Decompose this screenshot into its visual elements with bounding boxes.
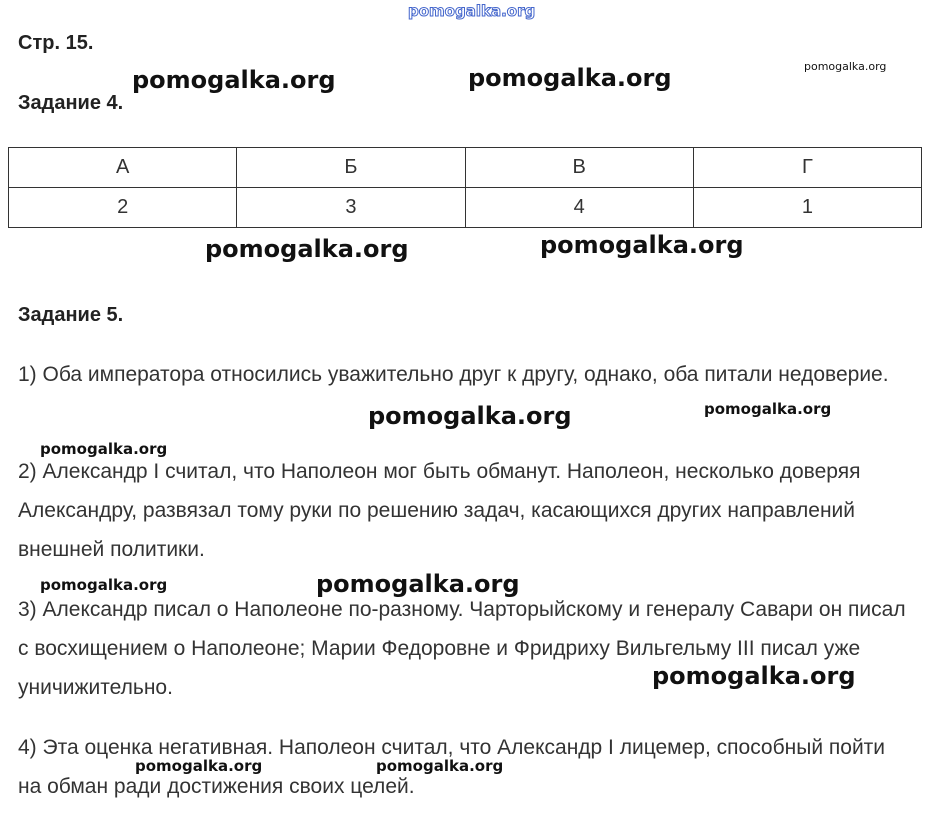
table-cell-number: 1 bbox=[693, 188, 921, 228]
watermark-text: pomogalka.org bbox=[316, 570, 520, 598]
watermark-text: pomogalka.org bbox=[368, 402, 572, 430]
watermark-text: pomogalka.org bbox=[704, 400, 832, 418]
answer-table bbox=[8, 147, 922, 228]
table-row-letters bbox=[9, 148, 922, 188]
watermark-text: pomogalka.org bbox=[408, 2, 536, 20]
table-row-numbers bbox=[9, 188, 922, 228]
table-cell-number: 3 bbox=[237, 188, 465, 228]
task4-title: Задание 4. bbox=[18, 92, 124, 114]
table-cell-number: 2 bbox=[9, 188, 237, 228]
watermark-text: pomogalka.org bbox=[40, 440, 168, 458]
answer-paragraph-3: 3) Александр писал о Наполеоне по-разному. Чарторыйскому и генералу Савари он писал с восхищением о Наполеоне; Марии Федоровне и Фридриху Вильгельму III писал уже уничижительно. bbox=[18, 598, 906, 699]
page-number: Стр. 15. bbox=[18, 32, 94, 54]
table-cell-number: 4 bbox=[465, 188, 693, 228]
answer-paragraph-4: 4) Эта оценка негативная. Наполеон считал, что Александр I лицемер, способный пойти на обман ради достижения своих целей. bbox=[18, 736, 886, 798]
table-cell-letter: Г bbox=[693, 148, 921, 188]
watermark-text: pomogalka.org bbox=[540, 231, 744, 259]
answer-paragraph-1: 1) Оба императора относились уважительно друг к другу, однако, оба питали недоверие. bbox=[18, 363, 889, 386]
table-cell-letter: В bbox=[465, 148, 693, 188]
task5-title: Задание 5. bbox=[18, 304, 124, 326]
answer-paragraph-2: 2) Александр I считал, что Наполеон мог быть обманут. Наполеон, несколько доверяя Александру, развязал тому руки по решению задач, касающихся других направлений внешней политики. bbox=[18, 460, 861, 561]
watermark-text: pomogalka.org bbox=[468, 64, 672, 92]
watermark-text: pomogalka.org bbox=[804, 60, 887, 73]
watermark-text: pomogalka.org bbox=[205, 235, 409, 263]
table-cell-letter: А bbox=[9, 148, 237, 188]
watermark-text: pomogalka.org bbox=[376, 757, 504, 775]
table-cell-letter: Б bbox=[237, 148, 465, 188]
watermark-text: pomogalka.org bbox=[40, 576, 168, 594]
watermark-text: pomogalka.org bbox=[132, 66, 336, 94]
watermark-text: pomogalka.org bbox=[135, 757, 263, 775]
watermark-text: pomogalka.org bbox=[652, 662, 856, 690]
